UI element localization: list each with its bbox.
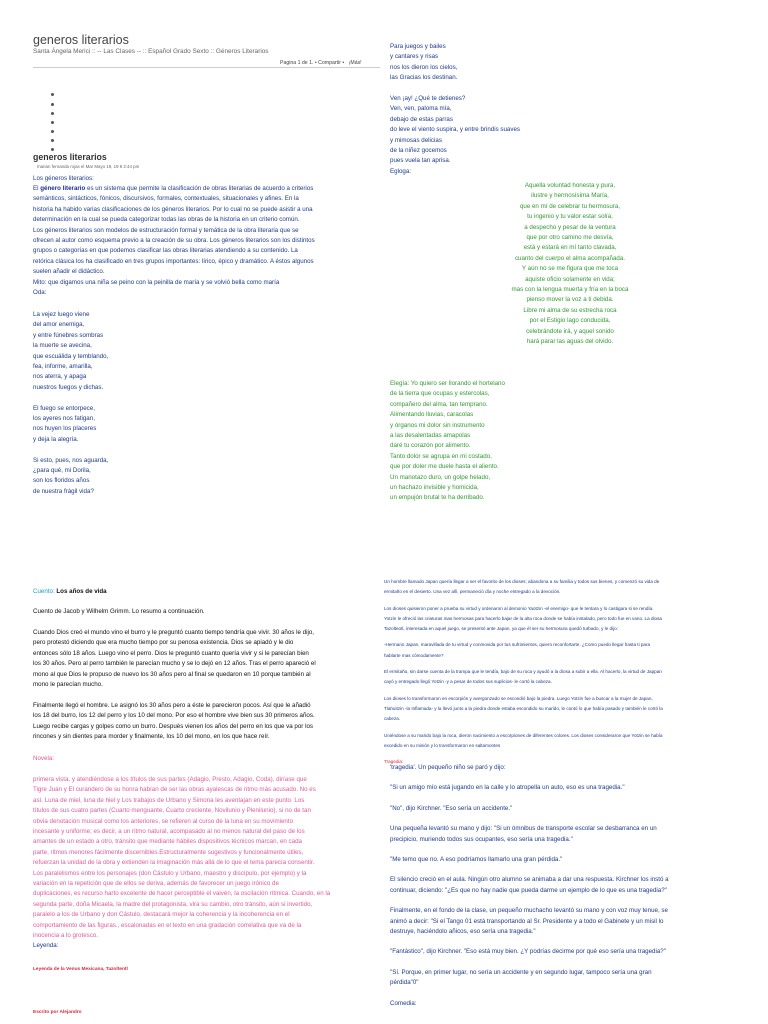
novela-line: segunda parte, doña Micaela, la madre del protagonista, vira su cambio, otro tránsito, aún si invertido, (33, 900, 313, 908)
poem-line: daré tu corazón por alimento. (390, 442, 471, 450)
poem-line: La vejez luego viene (33, 311, 90, 318)
cuento-title: Los años de vida (56, 588, 107, 595)
poem-line: nos los dieron los cielos, (390, 63, 458, 71)
poem-line: de la niñez gocemos (390, 147, 447, 155)
intro-line: grupos o categorías en que podemos clasificar las obras literarias atendiendo a su contenido. La (33, 247, 298, 255)
poem-line: tu ingenio y tu valor estar solía, (527, 213, 613, 221)
leyenda-paragraph (384, 694, 663, 725)
author-signature: Escrito por Alejandro (33, 1010, 82, 1015)
poem-line: son los floridos años (33, 477, 90, 485)
intro-heading: Los géneros literarios: (33, 175, 94, 182)
poem-line: las Gracias los destinan. (390, 74, 458, 82)
cuento-line: rincones y sin dientes para morder y finalmente, los 10 del mono, en los que hace reír. (33, 733, 270, 741)
poem-line: y mimosas delicias (390, 136, 442, 144)
novela-line: Los paralelismos entre los personajes (don Cástulo y Urbano, maestro y discípulo, por ejemplo) y la (33, 869, 307, 877)
leyenda-line: hablarte mas cómodamente? (384, 652, 444, 658)
poem-line: un empujón brutal te ha derribado. (390, 494, 485, 502)
poem-line: nos aterra, y apaga (33, 373, 87, 381)
poem-line: hará parar las aguas del olvido. (526, 338, 614, 346)
novela-text (33, 775, 383, 942)
novela-line: duplicaciones, es recurso harto excelente de hacer perceptible el vaivén, la oscilación rítmica. Cuando, en la (33, 890, 331, 898)
poem-line: Ven ¡ay! ¿Qué te detienes? (390, 95, 466, 103)
intro-lead: El (33, 185, 39, 192)
oda-label: Oda: (33, 289, 47, 297)
poem-line: la muerte se avecina, (33, 342, 92, 350)
cuento-line: mono le parecían mucho. (33, 681, 103, 689)
header-divider (33, 67, 380, 68)
pager (280, 60, 362, 66)
tragedia-line: "Si un amigo mío está jugando en la calle y lo atropella un auto, eso es una tragedia." (390, 784, 625, 792)
poem-line: Y aún no se me figura que me toca (521, 265, 619, 273)
tragedia-line: 'tragedia'. Un pequeño niño se paró y dijo: (390, 764, 506, 771)
post-title: generos literarios (33, 152, 107, 162)
elegia-section (390, 379, 505, 504)
poem-line: de nuestra frágil vida? (33, 487, 94, 495)
poem-line: Ven, ven, paloma mía, (390, 105, 452, 113)
bullet-dot (51, 130, 54, 133)
tragedia-line: Finalmente, en el fondo de la clase, un pequeño muchacho levantó su mano y con voz muy tenue, se (390, 907, 668, 915)
poem-spacer (33, 445, 108, 455)
poem-line: y cantares y risas (390, 53, 439, 61)
right-top-poem (390, 42, 520, 177)
intro-line: semánticos, sintácticos, fónicos, discursivos, formales, contextuales, situacionales y afines. En la (33, 195, 299, 203)
intro-line: Los géneros literarios son modelos de estructuración formal y temática de la obra literaria que se (33, 226, 299, 234)
poem-line: Yo quiero ser llorando el hortelano (410, 380, 505, 387)
cuento-line: entonces sólo 18 años. Luego vino el perro. Dios le preguntó cuanto quería vivir y si le parecían bien (33, 649, 309, 657)
mito-line: Mito: que digamos una niña se peino con la peinilla de maría y se volvió bella como maría (33, 278, 280, 286)
cuento-source: Cuento de Jacob y Wilhelm Grimm. Lo resumo a continuación. (33, 608, 205, 615)
novela-line: variación en la repetición que de ellos se deriva, además de favorecer un juego irónico de (33, 880, 279, 888)
leyenda-line: -Hermano Japan, maravillada de tu virtud y conmovida por tus sufrimientos, quiero reconfortarte. ¿Como puedo llegar hasta ti para (384, 642, 651, 648)
tragedia-line: "No", dijo Kirchner. "Eso sería un accidente." (390, 804, 513, 812)
leyenda-title: Leyenda de la Venus Mexicana, Tazoltentl (33, 967, 128, 972)
leyenda-line: El ermitaño, sin darse cuenta de la trampa que le tendía, bajo de su roca y ayudó a la diosa a subir a ella. Al hacerlo, la virtud de Jappan (384, 669, 662, 675)
more-link[interactable]: ¡Más! (348, 60, 362, 66)
leyenda-label: Leyenda: (33, 942, 59, 949)
poem-line: El fuego se entorpece, (33, 404, 95, 412)
oda-poem (33, 310, 108, 497)
poem-line: Aquella voluntad honesta y pura, (524, 182, 616, 189)
poem-line: debajo de estas parras (390, 115, 453, 123)
novela-line: amantes de un estado a otro, tránsito que mediante hábiles dispositivos técnicos marcan, en cada (33, 838, 302, 846)
elegia-label: Elegía: (390, 380, 410, 387)
poem-line: ¿para qué, mi Dorila, (33, 467, 91, 475)
pager-text: Pagina 1 de 1. • Compartir • (280, 60, 345, 66)
cuento-line: los 30 años. Pero al perro también le parecían mucho y se lo dejó en 12 años. Tras el perro apareció el (33, 660, 316, 668)
poem-line: que por doler me duele hasta el aliento. (390, 463, 499, 471)
cuento-paragraph-1 (33, 628, 316, 690)
leyenda-line: Uniéndose a su marido bajo la roca, dieron nacimiento a escorpiones de diferentes colores. Los dioses consideraron que Yotzin se había (384, 732, 663, 738)
tragedia-line: destruye, haciéndolo añicos, eso sería una tragedia." (390, 928, 536, 936)
poem-line: ilustre y hermosísima María, (531, 192, 609, 200)
poem-line: pues vuela tan aprisa. (390, 157, 451, 165)
poem-line: está y estará en mí tanto clavada, (523, 244, 617, 252)
poem-line: que en mí de celebrar tu hermosura, (519, 202, 621, 210)
leyenda-line: Los dioses quisieron poner a prueba su virtud y ordenaron al demonio Yaotzin -el enemigo- que le tentara y lo castigara si se rendía. (384, 605, 654, 611)
leyenda-paragraph (384, 604, 663, 635)
poem-line: del amor enemiga, (33, 321, 85, 329)
poem-line: y deja la alegría. (33, 435, 79, 443)
novela-line: incesante y uniforme; es decir, a un ritmo natural, acompasado al no menos natural del paso de los (33, 828, 305, 836)
intro-line: es un sistema que permite la clasificación de obras literarias de acuerdo a criterios (87, 185, 314, 192)
poem-line: Alimentando lluvias, caracolas (390, 411, 474, 419)
cuento-line: Luego recibe cargas y golpes como un burro. Después vienen los años del perro en los que va por los (33, 722, 313, 730)
tragedia-line: "Fantástico", dijo Kirchner. "Eso está muy bien. ¿Y podrías decirme por qué eso sería una tragedia?" (390, 948, 666, 956)
cuento-line: mono al que Dios le propuso de nuevo los 30 años pero al final se quedaron en 10 porque también al (33, 670, 311, 678)
intro-line: ofrecen al autor como esquema previo a la creación de su obra. Los géneros literarios son los distintos (33, 237, 315, 245)
poem-line: de la tierra que ocupas y estercolas, (390, 390, 490, 398)
poem-line: y entre fúnebres sombras (33, 331, 104, 339)
tragedia-label-small: Tragedia: (384, 759, 404, 765)
comedia-label: Comedia: (390, 999, 417, 1007)
leyenda-paragraph (384, 731, 663, 752)
leyenda-line: Tazolteotl, interesada en aquel juego, se presentó ante Japan, ya que él ser su hermosura quedó turbado, y le dijo: (384, 626, 618, 632)
poem-line: nuestros fuegos y dichas. (33, 383, 104, 391)
intro-paragraph (33, 184, 383, 298)
cuento-line: Cuando Dios creó el mundo vino el burro y le preguntó cuanto tiempo tendría que vivir. 30 años le dijo, (33, 629, 315, 636)
poem-line: Libre mi alma de su estrecha roca (523, 306, 617, 314)
poem-line: aquiste oficio solamente en vida; (525, 275, 615, 283)
poem-line: Si esto, pues, nos aguarda, (33, 456, 109, 464)
tragedia-line: "Me temo que no. A eso podríamos llamarlo una gran pérdida." (390, 856, 563, 864)
novela-label: Novela: (33, 755, 54, 762)
bullet-dot (51, 121, 54, 124)
poem-spacer (390, 84, 520, 94)
tragedia-line: pérdida"0" (390, 979, 419, 987)
poem-line: los ayeres nos fatigan, (33, 415, 95, 423)
tragedia-line: Una pequeña levantó su mano y dijo: "Si un ómnibus de transporte escolar se desbarranca en un (390, 825, 657, 833)
breadcrumb[interactable]: Santa Ángela Merici :: -- Las Clases -- :: Español Grado Sexto :: Géneros Literarios (33, 48, 269, 55)
poem-line: que por otro camino me desvía, (526, 234, 614, 242)
page-title: generos literarios (33, 33, 129, 47)
leyenda-line: excedido en su misión y lo transformaron en saltamontes (384, 742, 501, 748)
cuento-paragraph-2 (33, 701, 315, 743)
novela-line: así. Luna de miel, luna de hiel y Los trabajos de Urbano y Simona les aventajan en este punto. Los (33, 796, 305, 804)
novela-line: paralelo a los de Urbano y don Cástulo, destacará mejor la coherencia y la incoherencia en el (33, 911, 290, 919)
leyenda-paragraph (384, 667, 663, 688)
poem-line: pienso mover la voz a ti debida. (526, 296, 614, 304)
novela-line: comportamiento de las figuras., escalonadas en el texto en una gradación correlativa que va de la (33, 921, 302, 929)
poem-line: un hachazo invisible y homicida, (390, 484, 479, 492)
post-meta: marian fernanda rojas el Mar Mayo 19, 19 9 2:44 pm (37, 164, 140, 169)
poem-line: nos huyen los placeres (33, 425, 97, 433)
bullet-dot (51, 93, 54, 96)
leyenda-line: Tlahuitzin -la Inflamada- y la llevó junto a la piedra donde estaba escondido su marido, le contó lo que había pasado y también le cortó la (384, 705, 663, 711)
intro-line: suelen añadir el didáctico. (33, 268, 105, 276)
leyenda-line: cabeza. (384, 716, 401, 722)
novela-line: refuerzan la unidad de la obra y extienden la imaginación más allá de lo que el tema parecía consentir. (33, 859, 315, 867)
tragedia-text (390, 763, 669, 1009)
tragedia-line: "Sí. Porque, en primer lugar, no sería un accidente y en segundo lugar, tampoco sería una gran (390, 968, 652, 976)
egloga-label: Egloga: (390, 167, 411, 175)
leyenda-line: cayó y entregado llegó Yotzin -y a pesar de todos sus suplicios- le cortó la cabeza. (384, 679, 552, 685)
poem-line: Para juegos y bailes (390, 43, 446, 50)
leyenda-text (384, 577, 663, 767)
poem-line: compañero del alma, tan temprano. (390, 400, 488, 408)
cuento-line: pero protestó diciendo que era mucho tiempo por su penosa existencia. Dios se apiadó y le dio (33, 639, 294, 647)
cuento-label: Cuento: (33, 588, 55, 595)
poem-line: celebrándote irá, y aquel sonido (526, 327, 614, 335)
poem-line: mas con la lengua muerta y fría en la boca (511, 286, 629, 294)
poem-line: do leve el viento suspira, y entre brindis suaves (390, 126, 521, 134)
novela-line: Tigre Juan y El curandero de su honra habían de ser las obras ayalescas de ritmo más acusado. No es (33, 786, 316, 794)
bullet-dot (51, 103, 54, 106)
cuento-line: los 18 del burro, los 12 del perro y los 10 del mono. Por eso el hombre vive bien sus 30 primeros años. (33, 712, 315, 720)
intro-line: retórica clásica los ha clasificado en tres grupos importantes: lírico, épico y dramático. A éstos algunos (33, 257, 314, 265)
poem-line: por el Estigio lago conducida, (529, 317, 611, 325)
novela-line: obvia denotación musical como los anteriores, se refieren al curso de la luna en su movimiento (33, 817, 294, 825)
genero-literario-link[interactable]: género literario (40, 185, 86, 192)
tragedia-line: El silencio creció en el aula. Ningún otro alumno se animaba a dar una respuesta. Kirchner los instó a (390, 876, 669, 884)
intro-line: historia ha habido varias clasificaciones de los géneros literarios. Por lo cual no se puede asistir a una (33, 205, 313, 213)
bullet-dot (51, 112, 54, 115)
novela-line: títulos de sus cuatro partes (Cuarto menguante, Cuarto creciente, Novilunio y Plenilunio), si no de tan (33, 807, 311, 815)
tragedia-line: precipicio, muriendo todos sus ocupantes, eso sería una tragedia." (390, 835, 573, 843)
poem-line: a despecho y pesar de la ventura (524, 223, 616, 231)
poem-line: y órganos mi dolor sin instrumento (390, 421, 485, 429)
leyenda-line: ermitaño en el desierto. Una vez allí, permaneció día y noche entregado a la devoción. (384, 589, 561, 595)
bullet-dot (51, 139, 54, 142)
leyenda-paragraph (384, 640, 663, 661)
poem-line: Un manotazo duro, un golpe helado, (390, 473, 491, 481)
cuento-heading (33, 587, 107, 597)
leyenda-line: Los dioses lo transformaron en escorpión y avergonzado se escondió bajo la piedra. Luego Yotzin fue a buscar a la mujer de Japan, (384, 695, 653, 701)
poem-line: que escuálida y temblando, (33, 352, 109, 360)
novela-line: inocencia a lo grotesco. (33, 932, 99, 940)
leyenda-paragraph (384, 577, 663, 598)
cuento-line: Finalmente llegó el hombre. Le asignó los 30 años pero a éste le parecieron pocos. Así que le añadió (33, 702, 311, 709)
poem-spacer (33, 393, 108, 403)
egloga-poem (470, 181, 670, 348)
tragedia-line: continuar, diciendo: "¿Es que no hay nadie que pueda darme un ejemplo de lo que es una tragedia?" (390, 886, 667, 894)
poem-line: a las desalentadas amapolas (390, 432, 471, 440)
leyenda-line: Yotzin le ofreció las criaturas mas hermosas para hacerlo bajar de la alta roca donde se había instalado, pero todo fue en vano. La diosa (384, 615, 662, 621)
poem-line: Tanto dolor se agrupa en mi costado, (390, 452, 492, 460)
intro-line: determinación en la cual se pueda categorizar todas las obras de la historia en un criterio común. (33, 216, 300, 224)
novela-line: parte, ritmos menores fácilmente discernibles.Estructuralmente sugestivos y funcionalmente útiles, (33, 848, 304, 856)
novela-line: primera vista, y atendiéndose a los títulos de sus partes (Adagio, Presto, Adagio, Coda), diríase que (33, 776, 307, 783)
poem-line: cuanto del cuerpo el alma acompañada. (514, 254, 626, 262)
tragedia-line: animó a decir: "Si el Tango 01 está transportando al Sr. Presidente y a todo el Gabinete y un misil lo (390, 917, 664, 925)
leyenda-line: Un hombre llamado Japan quería llegar a ser el favorito de los dioses; abandona a su familia y todos sus bienes, y comenzó su vida de (384, 579, 660, 584)
poem-line: fea, informe, amarilla, (33, 363, 93, 371)
bullet-dot (51, 148, 54, 151)
